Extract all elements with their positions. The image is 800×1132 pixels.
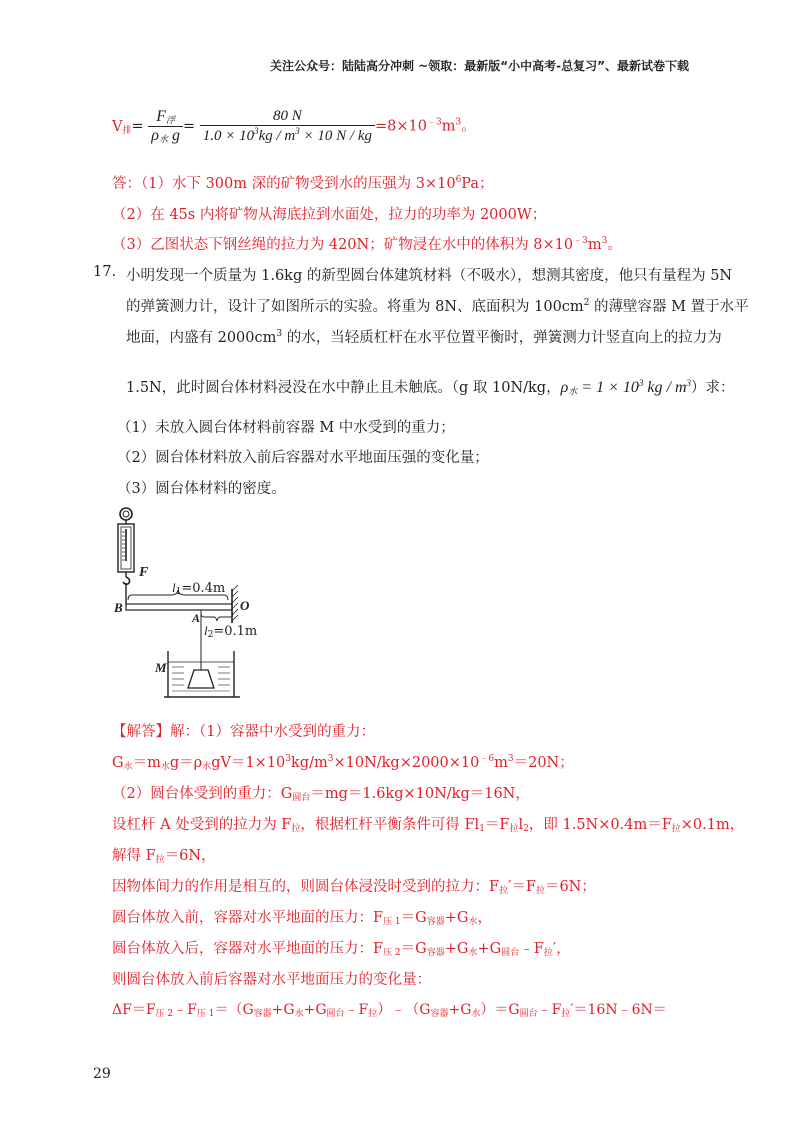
solution-line-2: （2）圆台体受到的重力：$G_{圆台}=mg=1.6kg\times 10N/kg=16N$， xyxy=(112,786,530,803)
lever-bar xyxy=(126,604,232,610)
problem-17-line-1: 小明发现一个质量为 1.6kg 的新型圆台体建筑材料（不吸水），想测其密度，他只有量程为 5N xyxy=(126,268,733,284)
formula-result: =8×10 xyxy=(374,118,427,135)
problem-17-line-4: 1.5N，此时圆台体材料浸没在水中静止且未触底。（g 取 10N/kg，$\rho_水 = 1 \times 10^3$ kg / $m^3$）求： xyxy=(126,378,735,396)
question-3: （3）圆台体材料的密度。 xyxy=(117,481,286,497)
equals-sign-2: = xyxy=(182,118,196,135)
spring-scale-icon xyxy=(118,508,134,604)
frustum-block xyxy=(188,670,214,688)
label-A: A xyxy=(192,611,201,625)
volume-formula: $V_排=$ $\frac{F_浮}{\rho_水 g}$ = $\frac{80 N}{1.0 \times 10^3kg / m^3 \times 10 N / kg}$ $=8\times 10^{﹣3}m^3$。 xyxy=(112,108,476,144)
formula-lhs: $V_排$ xyxy=(112,118,132,136)
label-F: F xyxy=(139,565,149,580)
label-l1: $l_1=0.4m$ xyxy=(172,580,226,597)
solution-line-1: $G_水=m_水g=\rho_水gV=1\times 10^3kg/m^3\times 10N/kg\times 2000\times 10^{﹣6}m^3=20N$； xyxy=(112,754,574,772)
answer-16-line-3: （3）乙图状态下钢丝绳的拉力为 420N；矿物浸在水中的体积为 $8\times 10^{﹣3}m^3$。 xyxy=(112,236,622,253)
question-2: （2）圆台体材料放入前后容器对水平地面压强的变化量； xyxy=(117,450,489,466)
label-O: O xyxy=(240,598,250,613)
label-B: B xyxy=(114,600,123,615)
problem-number: 17. xyxy=(93,264,117,280)
answer-16-line-2: （2）在 45s 内将矿物从海底拉到水面处，拉力的功率为 2000W； xyxy=(112,207,547,223)
problem-17-line-3: 地面，内盛有 $2000cm^3$ 的水，当轻质杠杆在水平位置平衡时，弹簧测力计竖直向上的拉力为 xyxy=(126,329,722,346)
question-1: （1）未放入圆台体材料前容器 M 中水受到的重力； xyxy=(117,420,455,436)
lever-diagram xyxy=(112,505,250,705)
solution-line-4: 解得 $F_拉=6N$， xyxy=(112,848,216,865)
page-number: 29 xyxy=(93,1066,111,1082)
solution-line-7: 圆台体放入后，容器对水平地面的压力：$F_{压 2}=G_{容器}+G_水+G_{圆台}﹣F_拉'$， xyxy=(112,941,571,958)
fraction-buoyancy: $\frac{F_浮}{\rho_水 g}$ xyxy=(148,108,183,145)
label-l2: $l_2=0.1m$ xyxy=(204,623,258,640)
solution-line-3: 设杠杆 A 处受到的拉力为 $F_拉$，根据杠杆平衡条件可得 $Fl_1=F_拉l_2$，即 $1.5N\times 0.4m=F_拉\times 0.1m$， xyxy=(112,817,745,834)
solution-line-5: 因物体间力的作用是相互的，则圆台体浸没时受到的拉力：$F_拉'=F_拉=6N$； xyxy=(112,879,596,896)
equals-sign: = xyxy=(131,118,144,135)
label-M: M xyxy=(155,660,167,675)
solution-line-6: 圆台体放入前，容器对水平地面的压力：$F_{压 1}=G_{容器}+G_水$， xyxy=(112,910,493,927)
page-header: 关注公众号：陆陆高分冲刺 ~领取：最新版“小中高考-总复习”、最新试卷下载 xyxy=(270,59,689,73)
solution-line-9: $\Delta F=F_{压 2}﹣F_{压 1}=(G_{容器}+G_水+G_{圆台}﹣F_拉)﹣(G_{容器}+G_水)=G_{圆台}﹣F_拉'=16N﹣6N=$ xyxy=(112,1002,667,1019)
problem-17-line-2: 的弹簧测力计，设计了如图所示的实验。将重为 8N、底面积为 $100cm^2$ 的薄壁容器 M 置于水平 xyxy=(126,298,749,315)
answer-16-line-1: 答：（1）水下 300m 深的矿物受到水的压强为 $3\times 10^6Pa$； xyxy=(112,175,494,192)
fraction-numeric: $\frac{80 N}{1.0 \times 10^3kg / m^3 \times 10 N / kg}$ xyxy=(200,108,375,145)
solution-line-8: 则圆台体放入前后容器对水平地面压力的变化量： xyxy=(112,972,431,988)
container-icon xyxy=(164,651,240,697)
solution-line-0: 【解答】解：（1）容器中水受到的重力： xyxy=(112,724,375,740)
